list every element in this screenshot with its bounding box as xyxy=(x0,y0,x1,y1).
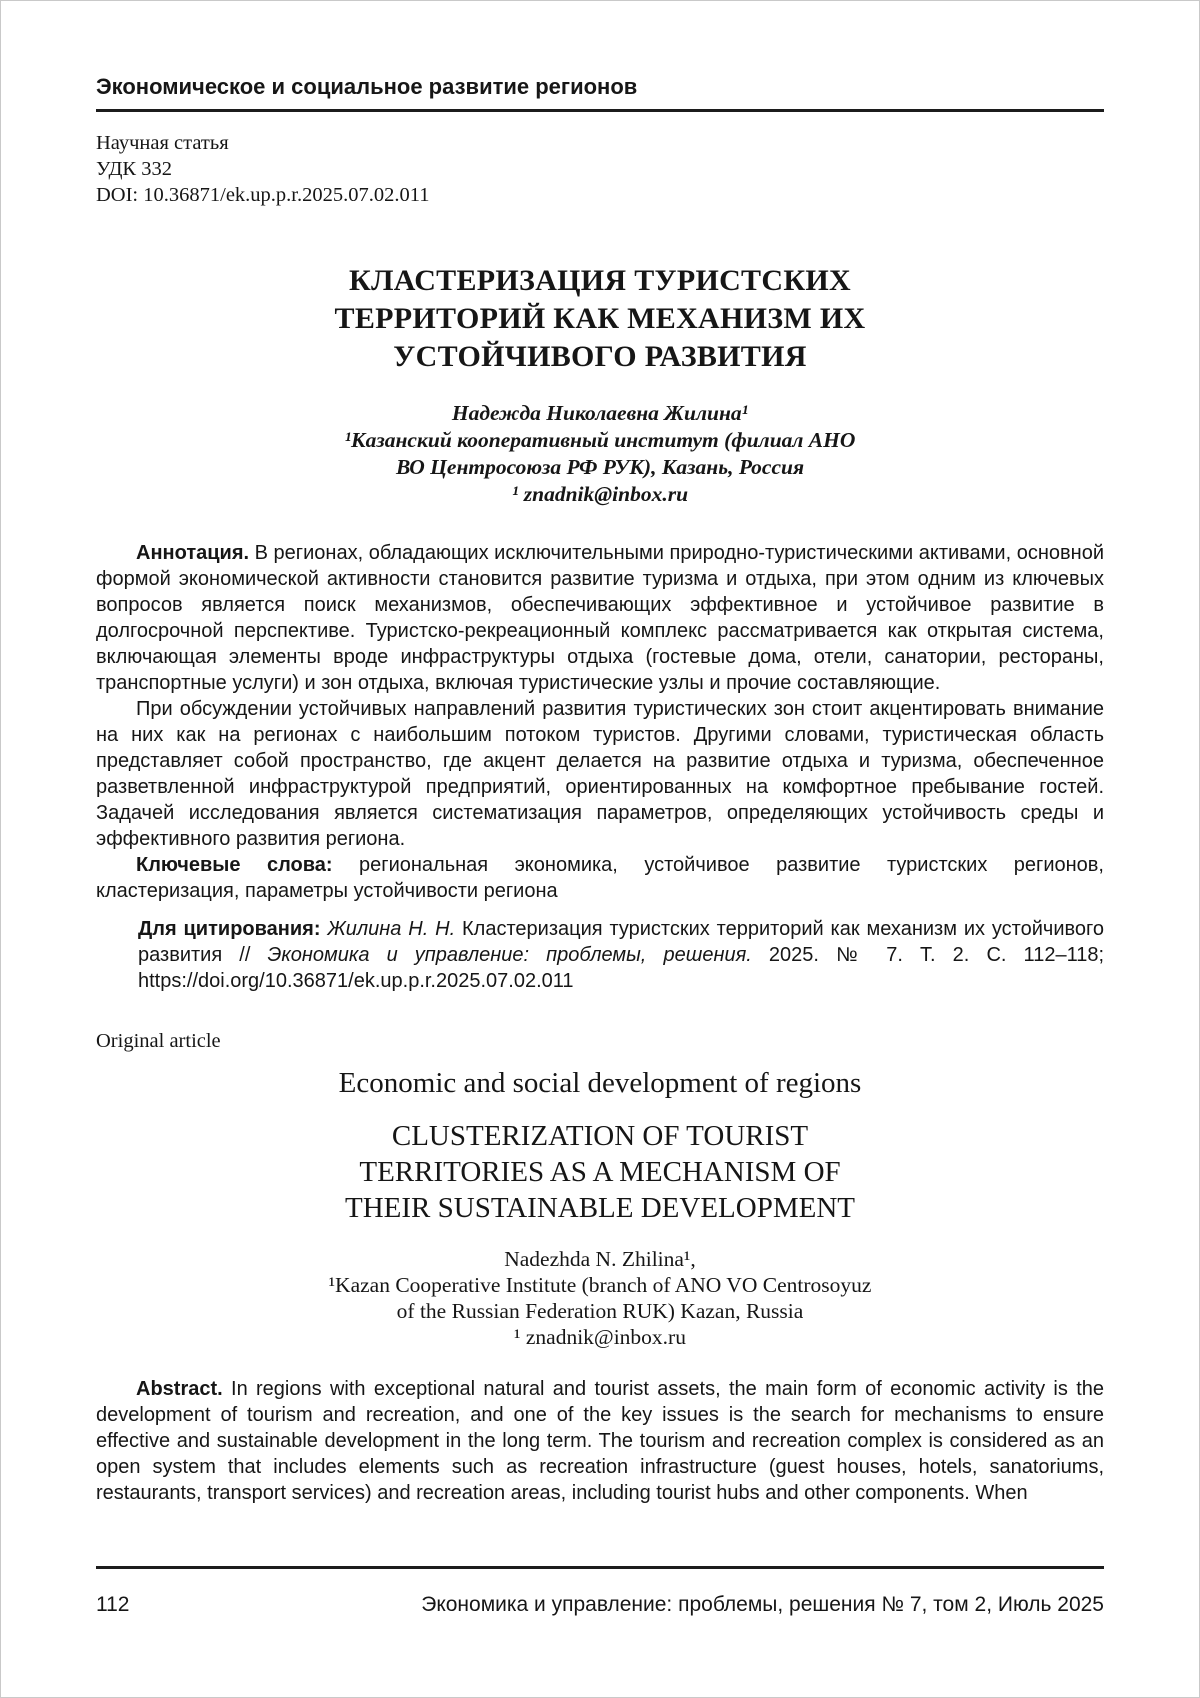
citation-text-1: Кластеризация туристских территорий как механизм их устойчивого развития // xyxy=(138,918,1104,966)
en-journal-section-title: Economic and social development of regions xyxy=(338,1067,862,1099)
en-author-email: ¹ znadnik@inbox.ru xyxy=(514,1325,686,1349)
ru-abstract-block xyxy=(96,540,1104,904)
en-author-name: Nadezhda N. Zhilina¹, xyxy=(504,1247,696,1271)
citation-text-2: 2025. № 7. Т. 2. С. 112–118; https://doi.org/10.36871/ek.up.p.r.2025.07.02.011 xyxy=(138,944,1105,992)
ru-affiliation-line-2: ВО Центросоюза РФ РУК), Казань, Россия xyxy=(395,455,805,479)
ru-author-email: ¹ znadnik@inbox.ru xyxy=(511,482,689,506)
article-meta xyxy=(96,130,1104,208)
citation-author: Жилина Н. Н. xyxy=(320,918,456,940)
en-abstract-text: In regions with exceptional natural and tourist assets, the main form of economic activity is the development of tourism and recreation, and one of the key issues is the search for mechanisms to ensure effective and sustainable development in the long term. The tourism and recreation complex is considered as an open system that includes elements such as recreation infrastructure (guest houses, hotels, sanatoriums, restaurants, transport services) and recreation areas, including tourist hubs and other components. When xyxy=(96,1378,1104,1504)
ru-title-line-2: ТЕРРИТОРИЙ КАК МЕХАНИЗМ ИХ xyxy=(334,302,866,335)
en-affiliation-line-1: ¹Kazan Cooperative Institute (branch of ANO VO Centrosoyuz xyxy=(328,1273,872,1297)
doi-line: DOI: 10.36871/ek.up.p.r.2025.07.02.011 xyxy=(96,184,430,206)
ru-author-block xyxy=(96,400,1104,508)
udc-code: УДК 332 xyxy=(96,158,172,180)
ru-affiliation-line-1: ¹Казанский кооперативный институт (филиал АНО xyxy=(344,428,856,452)
en-title-line-2: TERRITORIES AS A MECHANISM OF xyxy=(359,1156,841,1188)
ru-title-line-1: КЛАСТЕРИЗАЦИЯ ТУРИСТСКИХ xyxy=(349,264,851,297)
citation-label: Для цитирования: xyxy=(138,918,321,940)
ru-keywords-paragraph xyxy=(96,852,1104,904)
en-author-block xyxy=(96,1246,1104,1350)
ru-abstract-paragraph-1 xyxy=(96,540,1104,696)
page-number: 112 xyxy=(96,1593,130,1616)
journal-section-title: Экономическое и социальное развитие регионов xyxy=(96,74,638,99)
ru-author-name: Надежда Николаевна Жилина¹ xyxy=(451,401,749,425)
page-content xyxy=(1,1,1199,1506)
en-abstract-label: Abstract. xyxy=(136,1378,223,1400)
original-article-label: Original article xyxy=(96,1030,221,1052)
page-footer xyxy=(96,1566,1104,1617)
ru-title-line-3: УСТОЙЧИВОГО РАЗВИТИЯ xyxy=(393,340,807,373)
ru-citation-paragraph xyxy=(138,916,1104,994)
ru-abstract-label: Аннотация. xyxy=(136,542,250,564)
ru-keywords-text: региональная экономика, устойчивое развитие туристских регионов, кластеризация, параметры устойчивости региона xyxy=(96,854,1104,902)
citation-journal: Экономика и управление: проблемы, решения. xyxy=(267,944,752,966)
ru-abstract-text-1: В регионах, обладающих исключительными природно-туристическими активами, основной формой экономической активности становится развитие туризма и отдыха, при этом одним из ключевых вопросов является поиск механизмов, обеспечивающих эффективное и устойчивое развитие в долгосрочной перспективе. Туристско-рекреационный комплекс рассматривается как открытая система, включающая элементы вроде инфраструктуры отдыха (гостевые дома, отели, санатории, рестораны, транспортные услуги) и зон отдыха, включая туристические узлы и прочие составляющие. xyxy=(96,542,1104,694)
en-title-line-1: CLUSTERIZATION OF TOURIST xyxy=(391,1120,809,1152)
footer-journal-info: Экономика и управление: проблемы, решения № 7, том 2, Июль 2025 xyxy=(421,1593,1104,1616)
ru-abstract-paragraph-2: При обсуждении устойчивых направлений развития туристических зон стоит акцентировать внимание на них как на регионах с наибольшим потоком туристов. Другими словами, туристическая область представляет собой пространство, где акцент делается на развитие отдыха и туризма, обеспеченное разветвленной инфраструктурой предприятий, ориентированных на комфортное пребывание гостей. Задачей исследования является систематизация параметров, определяющих устойчивость среды и эффективного развития региона. xyxy=(96,698,1104,850)
en-article-title xyxy=(96,1118,1104,1226)
en-abstract-paragraph xyxy=(96,1376,1104,1506)
header-rule xyxy=(96,109,1104,112)
ru-article-title xyxy=(96,262,1104,376)
ru-keywords-label: Ключевые слова: xyxy=(136,854,333,876)
en-title-line-3: THEIR SUSTAINABLE DEVELOPMENT xyxy=(345,1192,855,1224)
article-type: Научная статья xyxy=(96,132,229,154)
en-affiliation-line-2: of the Russian Federation RUK) Kazan, Russia xyxy=(396,1299,804,1323)
